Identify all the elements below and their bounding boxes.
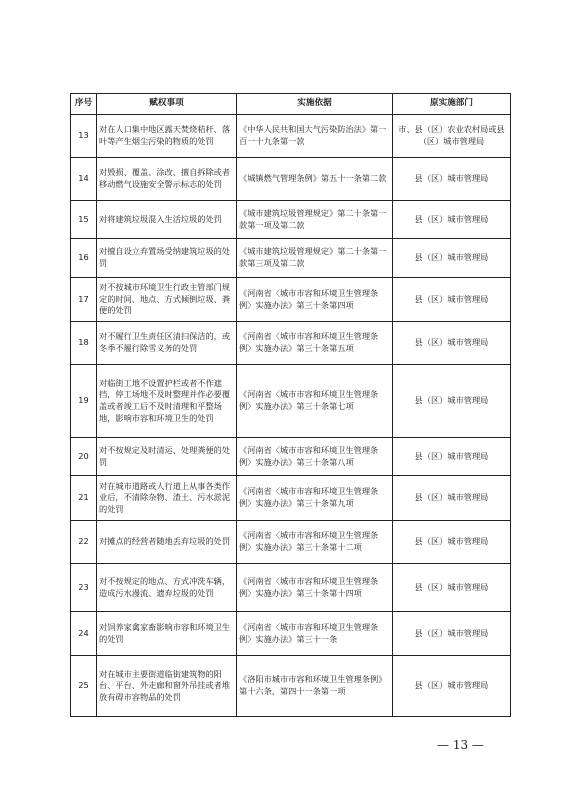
header-serial: 序号 xyxy=(71,94,97,115)
row-serial: 24 xyxy=(71,612,97,656)
row-item: 对在城市主要街道临街建筑物的阳台、平台、外走廊和窗外吊挂或者堆放有碍市容物品的处罚 xyxy=(97,656,237,717)
row-basis: 《城市建筑垃圾管理规定》第二十条第一款第三项及第二款 xyxy=(237,239,393,278)
table-row xyxy=(71,158,511,201)
table-row xyxy=(71,239,511,278)
row-serial: 17 xyxy=(71,278,97,322)
row-serial: 25 xyxy=(71,656,97,717)
row-department: 县（区）城市管理局 xyxy=(393,365,511,438)
row-basis: 《洛阳市城市市容和环境卫生管理条例》第十六条、第四十一条第一项 xyxy=(237,656,393,717)
row-serial: 15 xyxy=(71,201,97,239)
table-row xyxy=(71,476,511,521)
row-department: 县（区）城市管理局 xyxy=(393,476,511,521)
row-basis: 《河南省〈城市市容和环境卫生管理条例〉实施办法》第三十一条 xyxy=(237,612,393,656)
row-serial: 13 xyxy=(71,115,97,158)
row-department: 市、县（区）农业农村局或县（区）城市管理局 xyxy=(393,115,511,158)
row-department: 县（区）城市管理局 xyxy=(393,564,511,612)
row-item: 对在人口集中地区露天焚烧秸秆、落叶等产生烟尘污染的物质的处罚 xyxy=(97,115,237,158)
row-serial: 23 xyxy=(71,564,97,612)
row-item: 对将建筑垃圾混入生活垃圾的处罚 xyxy=(97,201,237,239)
row-department: 县（区）城市管理局 xyxy=(393,612,511,656)
header-department: 原实施部门 xyxy=(393,94,511,115)
table-row xyxy=(71,612,511,656)
row-serial: 21 xyxy=(71,476,97,521)
row-basis: 《城镇燃气管理条例》第五十一条第二款 xyxy=(237,158,393,201)
page-number: — 13 — xyxy=(437,738,484,752)
row-item: 对擅自设立弃置场受纳建筑垃圾的处罚 xyxy=(97,239,237,278)
row-basis: 《河南省〈城市市容和环境卫生管理条例〉实施办法》第三十条第八项 xyxy=(237,438,393,476)
row-item: 对摊点的经营者随地丢弃垃圾的处罚 xyxy=(97,521,237,564)
row-department: 县（区）城市管理局 xyxy=(393,278,511,322)
table-row xyxy=(71,278,511,322)
enforcement-items-table xyxy=(70,93,511,717)
row-basis: 《河南省〈城市市容和环境卫生管理条例〉实施办法》第三十条第四项 xyxy=(237,278,393,322)
row-department: 县（区）城市管理局 xyxy=(393,201,511,239)
row-item: 对不按规定的地点、方式冲洗车辆，造成污水漫流、遗弃垃圾的处罚 xyxy=(97,564,237,612)
row-basis: 《河南省〈城市市容和环境卫生管理条例〉实施办法》第三十条第七项 xyxy=(237,365,393,438)
row-item: 对毁损、覆盖、涂改、擅自拆除或者移动燃气设施安全警示标志的处罚 xyxy=(97,158,237,201)
row-serial: 22 xyxy=(71,521,97,564)
table-row xyxy=(71,564,511,612)
table-header-row xyxy=(71,94,511,115)
row-basis: 《河南省〈城市市容和环境卫生管理条例〉实施办法》第三十条第十四项 xyxy=(237,564,393,612)
row-basis: 《河南省〈城市市容和环境卫生管理条例〉实施办法》第三十条第九项 xyxy=(237,476,393,521)
table-row xyxy=(71,365,511,438)
row-basis: 《中华人民共和国大气污染防治法》第一百一十九条第一款 xyxy=(237,115,393,158)
row-item: 对不按城市环境卫生行政主管部门规定的时间、地点、方式倾倒垃圾、粪便的处罚 xyxy=(97,278,237,322)
header-basis: 实施依据 xyxy=(237,94,393,115)
row-basis: 《城市建筑垃圾管理规定》第二十条第一款第一项及第二款 xyxy=(237,201,393,239)
row-serial: 16 xyxy=(71,239,97,278)
row-serial: 20 xyxy=(71,438,97,476)
row-serial: 14 xyxy=(71,158,97,201)
row-department: 县（区）城市管理局 xyxy=(393,521,511,564)
row-serial: 19 xyxy=(71,365,97,438)
table-row xyxy=(71,656,511,717)
table-row xyxy=(71,115,511,158)
row-item: 对不履行卫生责任区清扫保洁的，或冬季不履行除雪义务的处罚 xyxy=(97,322,237,365)
row-department: 县（区）城市管理局 xyxy=(393,656,511,717)
row-serial: 18 xyxy=(71,322,97,365)
table-row xyxy=(71,438,511,476)
row-item: 对在城市道路或人行道上从事各类作业后，不清除杂物、渣土、污水淤泥的处罚 xyxy=(97,476,237,521)
row-basis: 《河南省〈城市市容和环境卫生管理条例〉实施办法》第三十条第十二项 xyxy=(237,521,393,564)
row-item: 对临街工地不设置护栏或者不作遮挡，停工场地不及时整理并作必要覆盖或者竣工后不及时清理和平整场地，影响市容和环境卫生的处罚 xyxy=(97,365,237,438)
row-department: 县（区）城市管理局 xyxy=(393,322,511,365)
row-department: 县（区）城市管理局 xyxy=(393,438,511,476)
row-department: 县（区）城市管理局 xyxy=(393,239,511,278)
row-item: 对不按规定及时清运、处理粪便的处罚 xyxy=(97,438,237,476)
header-item: 赋权事项 xyxy=(97,94,237,115)
row-item: 对饲养家禽家畜影响市容和环境卫生的处罚 xyxy=(97,612,237,656)
row-department: 县（区）城市管理局 xyxy=(393,158,511,201)
table-row xyxy=(71,201,511,239)
table-row xyxy=(71,521,511,564)
row-basis: 《河南省〈城市市容和环境卫生管理条例〉实施办法》第三十条第五项 xyxy=(237,322,393,365)
table-row xyxy=(71,322,511,365)
